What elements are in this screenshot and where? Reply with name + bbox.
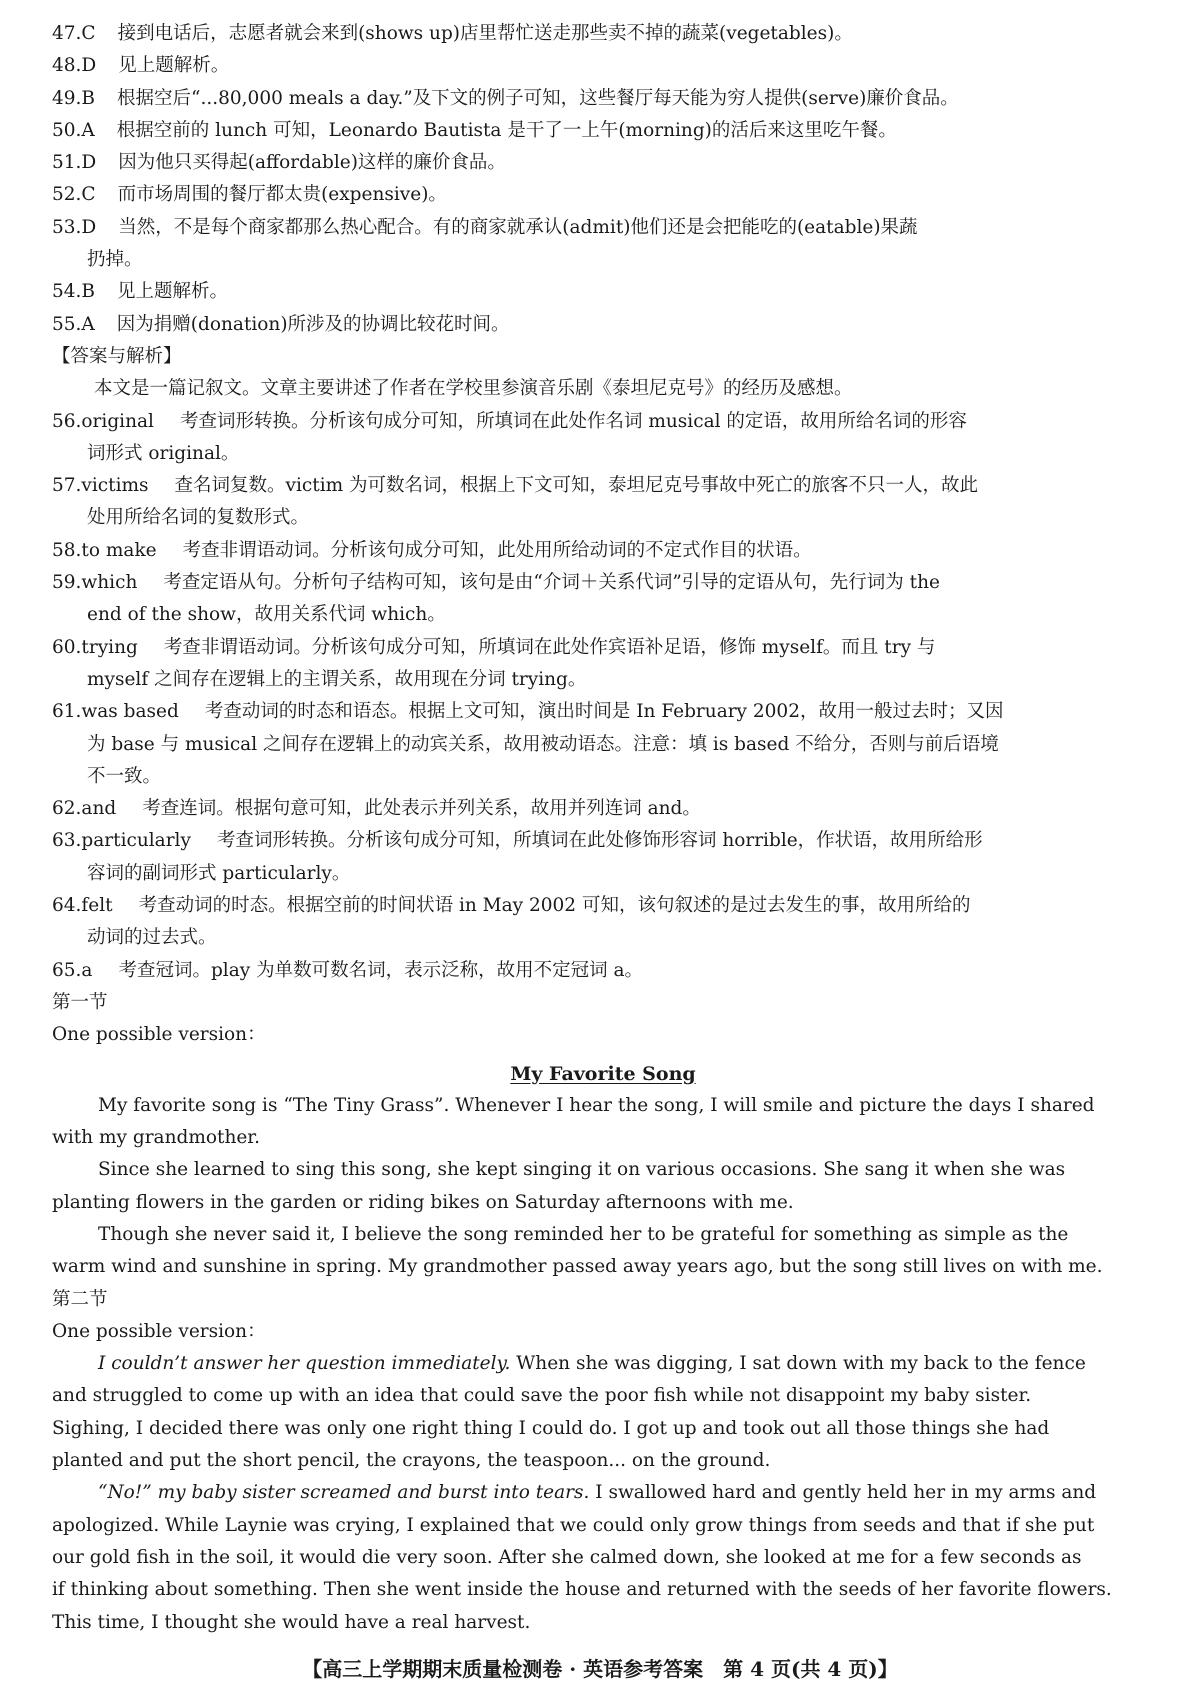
answer-item-57 bbox=[52, 470, 1154, 502]
section-2-heading: 第二节 bbox=[52, 1288, 108, 1310]
answer-item-61 bbox=[52, 696, 1154, 728]
answer-item-50 bbox=[52, 115, 1154, 147]
section-1-label: One possible version： bbox=[52, 1024, 266, 1046]
story-line: if thinking about something. Then she went inside the house and returned with the seeds of her favorite flowers. bbox=[52, 1579, 1112, 1601]
item-text: 而市场周围的餐厅都太贵(expensive)。 bbox=[117, 184, 447, 206]
item-number: 65. bbox=[52, 959, 82, 981]
answer-item-48 bbox=[52, 50, 1154, 82]
item-text: 考查非谓语动词。分析该句成分可知，此处用所给动词的不定式作目的状语。 bbox=[182, 539, 812, 561]
answer-item-62 bbox=[52, 793, 1154, 825]
answer-item-60 bbox=[52, 632, 1154, 664]
answer-key: C bbox=[81, 184, 96, 206]
given-sentence: I couldn’t answer her question immediately. bbox=[98, 1353, 511, 1375]
item-continuation: 动词的过去式。 bbox=[87, 927, 217, 949]
story-text: I swallowed hard and gently held her in my arms and bbox=[589, 1482, 1097, 1504]
answer-item-54 bbox=[52, 276, 1154, 308]
story-line: our gold fish in the soil, it would die very soon. After she calmed down, she looked at me for a few seconds as bbox=[52, 1546, 1082, 1568]
item-number: 60. bbox=[52, 636, 82, 658]
choice-answers bbox=[52, 18, 1154, 341]
analysis-intro: 本文是一篇记叙文。文章主要讲述了作者在学校里参演音乐剧《泰坦尼克号》的经历及感想。 bbox=[94, 378, 853, 400]
story-text: When she was digging, I sat down with my back to the fence bbox=[510, 1353, 1086, 1375]
story-line bbox=[52, 1477, 1154, 1509]
section-2-label: One possible version： bbox=[52, 1320, 266, 1342]
answer-key: B bbox=[81, 281, 96, 303]
answer-key: which bbox=[81, 572, 138, 594]
analysis-header: 【答案与解析】 bbox=[52, 345, 182, 367]
answer-item-58 bbox=[52, 535, 1154, 567]
essay-line: Though she never said it, I believe the song reminded her to be grateful for something as simple as the bbox=[98, 1223, 1069, 1245]
given-quote: “No!” bbox=[98, 1482, 152, 1504]
item-continuation: 词形式 original。 bbox=[87, 442, 240, 464]
item-number: 61. bbox=[52, 701, 82, 723]
story-line bbox=[52, 1348, 1154, 1380]
item-text: 根据空前的 lunch 可知，Leonardo Bautista 是干了一上午(morning)的活后来这里吃午餐。 bbox=[116, 119, 897, 141]
item-number: 47. bbox=[52, 23, 82, 44]
essay-title: My Favorite Song bbox=[510, 1062, 696, 1085]
item-continuation: myself 之间存在逻辑上的主谓关系，故用现在分词 trying。 bbox=[87, 668, 587, 690]
item-number: 64. bbox=[52, 895, 82, 917]
answer-item-63 bbox=[52, 825, 1154, 857]
item-text: 因为捐赠(donation)所涉及的协调比较花时间。 bbox=[116, 313, 510, 335]
item-number: 63. bbox=[52, 830, 82, 852]
section-1 bbox=[52, 987, 1154, 1284]
item-number: 56. bbox=[52, 410, 82, 432]
answer-key: A bbox=[81, 119, 95, 141]
answer-item-59 bbox=[52, 567, 1154, 599]
fill-answers bbox=[52, 406, 1154, 987]
item-continuation: 扔掉。 bbox=[87, 249, 143, 271]
item-text: 考查非谓语动词。分析该句成分可知，所填词在此处作宾语补足语，修饰 myself。而且 try 与 bbox=[163, 636, 936, 658]
story-line: apologized. While Laynie was crying, I explained that we could only grow things from seeds and that if she put bbox=[52, 1514, 1095, 1536]
item-continuation: 处用所给名词的复数形式。 bbox=[87, 507, 310, 529]
item-number: 51. bbox=[52, 152, 82, 174]
item-number: 49. bbox=[52, 87, 82, 109]
answer-item-51 bbox=[52, 147, 1154, 179]
item-text: 考查定语从句。分析句子结构可知，该句是由“介词＋关系代词”引导的定语从句，先行词为 the bbox=[163, 572, 940, 594]
item-text: 见上题解析。 bbox=[118, 55, 230, 77]
given-sentence: my baby sister screamed and burst into tears. bbox=[151, 1482, 590, 1504]
page-footer: 【高三上学期期末质量检测卷 · 英语参考答案 第 4 页(共 4 页)】 bbox=[302, 1657, 898, 1681]
answer-item-56 bbox=[52, 406, 1154, 438]
answer-key: original bbox=[81, 410, 154, 432]
answer-item-52 bbox=[52, 179, 1154, 211]
section-2 bbox=[52, 1284, 1154, 1639]
item-number: 52. bbox=[52, 184, 82, 206]
answer-key: to make bbox=[81, 539, 157, 561]
story-line: and struggled to come up with an idea that could save the poor fish while not disappoint my baby sister. bbox=[52, 1385, 1032, 1407]
answer-key: C bbox=[81, 23, 96, 44]
answer-key: trying bbox=[81, 636, 138, 658]
answer-key: B bbox=[81, 87, 96, 109]
essay-line: with my grandmother. bbox=[52, 1127, 260, 1149]
essay-line: planting flowers in the garden or riding bikes on Saturday afternoons with me. bbox=[52, 1191, 794, 1213]
answer-key: was based bbox=[81, 701, 179, 723]
item-text: 接到电话后，志愿者就会来到(shows up)店里帮忙送走那些卖不掉的蔬菜(vegetables)。 bbox=[117, 23, 853, 44]
item-text: 根据空后“...80,000 meals a day.”及下文的例子可知，这些餐厅每天能为穷人提供(serve)廉价食品。 bbox=[117, 87, 959, 109]
answer-key: D bbox=[81, 55, 97, 77]
item-text: 见上题解析。 bbox=[117, 281, 229, 303]
item-text: 考查动词的时态和语态。根据上文可知，演出时间是 In February 2002，故用一般过去时；又因 bbox=[204, 701, 1004, 723]
answer-key: particularly bbox=[81, 830, 191, 852]
answer-key: felt bbox=[81, 895, 113, 917]
answer-item-47 bbox=[52, 18, 1154, 50]
story-line: Sighing, I decided there was only one right thing I could do. I got up and took out all those things she had bbox=[52, 1417, 1050, 1439]
item-number: 53. bbox=[52, 216, 82, 238]
answer-item-65 bbox=[52, 955, 1154, 987]
item-text: 考查连词。根据句意可知，此处表示并列关系，故用并列连词 and。 bbox=[142, 798, 701, 820]
item-text: 考查动词的时态。根据空前的时间状语 in May 2002 可知，该句叙述的是过去发生的事，故用所给的 bbox=[138, 895, 971, 917]
answer-item-64 bbox=[52, 890, 1154, 922]
answer-key: victims bbox=[81, 475, 149, 497]
item-number: 59. bbox=[52, 572, 82, 594]
item-number: 57. bbox=[52, 475, 82, 497]
answer-item-53 bbox=[52, 212, 1154, 244]
item-number: 54. bbox=[52, 281, 82, 303]
essay-line: My favorite song is “The Tiny Grass”. Whenever I hear the song, I will smile and picture the days I shared bbox=[98, 1094, 1095, 1116]
item-text: 当然，不是每个商家都那么热心配合。有的商家就承认(admit)他们还是会把能吃的(eatable)果蔬 bbox=[118, 216, 918, 238]
item-continuation: end of the show，故用关系代词 which。 bbox=[87, 604, 446, 626]
item-continuation: 不一致。 bbox=[87, 765, 162, 787]
item-number: 48. bbox=[52, 55, 82, 77]
answer-key: a bbox=[81, 959, 93, 981]
story-line: This time, I thought she would have a real harvest. bbox=[52, 1611, 531, 1633]
answer-key: D bbox=[81, 216, 97, 238]
answer-item-49 bbox=[52, 83, 1154, 115]
item-continuation: 容词的副词形式 particularly。 bbox=[87, 862, 351, 884]
item-text: 考查冠词。play 为单数可数名词，表示泛称，故用不定冠词 a。 bbox=[118, 959, 643, 981]
answer-key: and bbox=[81, 798, 117, 820]
item-text: 考查词形转换。分析该句成分可知，所填词在此处作名词 musical 的定语，故用所给名词的形容 bbox=[179, 410, 967, 432]
item-number: 62. bbox=[52, 798, 82, 820]
section-1-heading: 第一节 bbox=[52, 991, 108, 1013]
essay-line: warm wind and sunshine in spring. My grandmother passed away years ago, but the song still lives on with me. bbox=[52, 1256, 1103, 1278]
item-text: 查名词复数。victim 为可数名词，根据上下文可知，泰坦尼克号事故中死亡的旅客不只一人，故此 bbox=[174, 475, 979, 497]
story-line: planted and put the short pencil, the crayons, the teaspoon... on the ground. bbox=[52, 1450, 771, 1472]
item-text: 因为他只买得起(affordable)这样的廉价食品。 bbox=[118, 152, 506, 174]
item-number: 58. bbox=[52, 539, 82, 561]
item-continuation: 为 base 与 musical 之间存在逻辑上的动宾关系，故用被动语态。注意：填 is based 不给分，否则与前后语境 bbox=[87, 733, 999, 755]
answer-key: A bbox=[81, 313, 95, 335]
essay-line: Since she learned to sing this song, she kept singing it on various occasions. She sang it when she was bbox=[98, 1159, 1066, 1181]
item-number: 50. bbox=[52, 119, 82, 141]
answer-key: D bbox=[81, 152, 97, 174]
item-number: 55. bbox=[52, 313, 82, 335]
answer-item-55 bbox=[52, 309, 1154, 341]
item-text: 考查词形转换。分析该句成分可知，所填词在此处修饰形容词 horrible，作状语，故用所给形 bbox=[216, 830, 983, 852]
